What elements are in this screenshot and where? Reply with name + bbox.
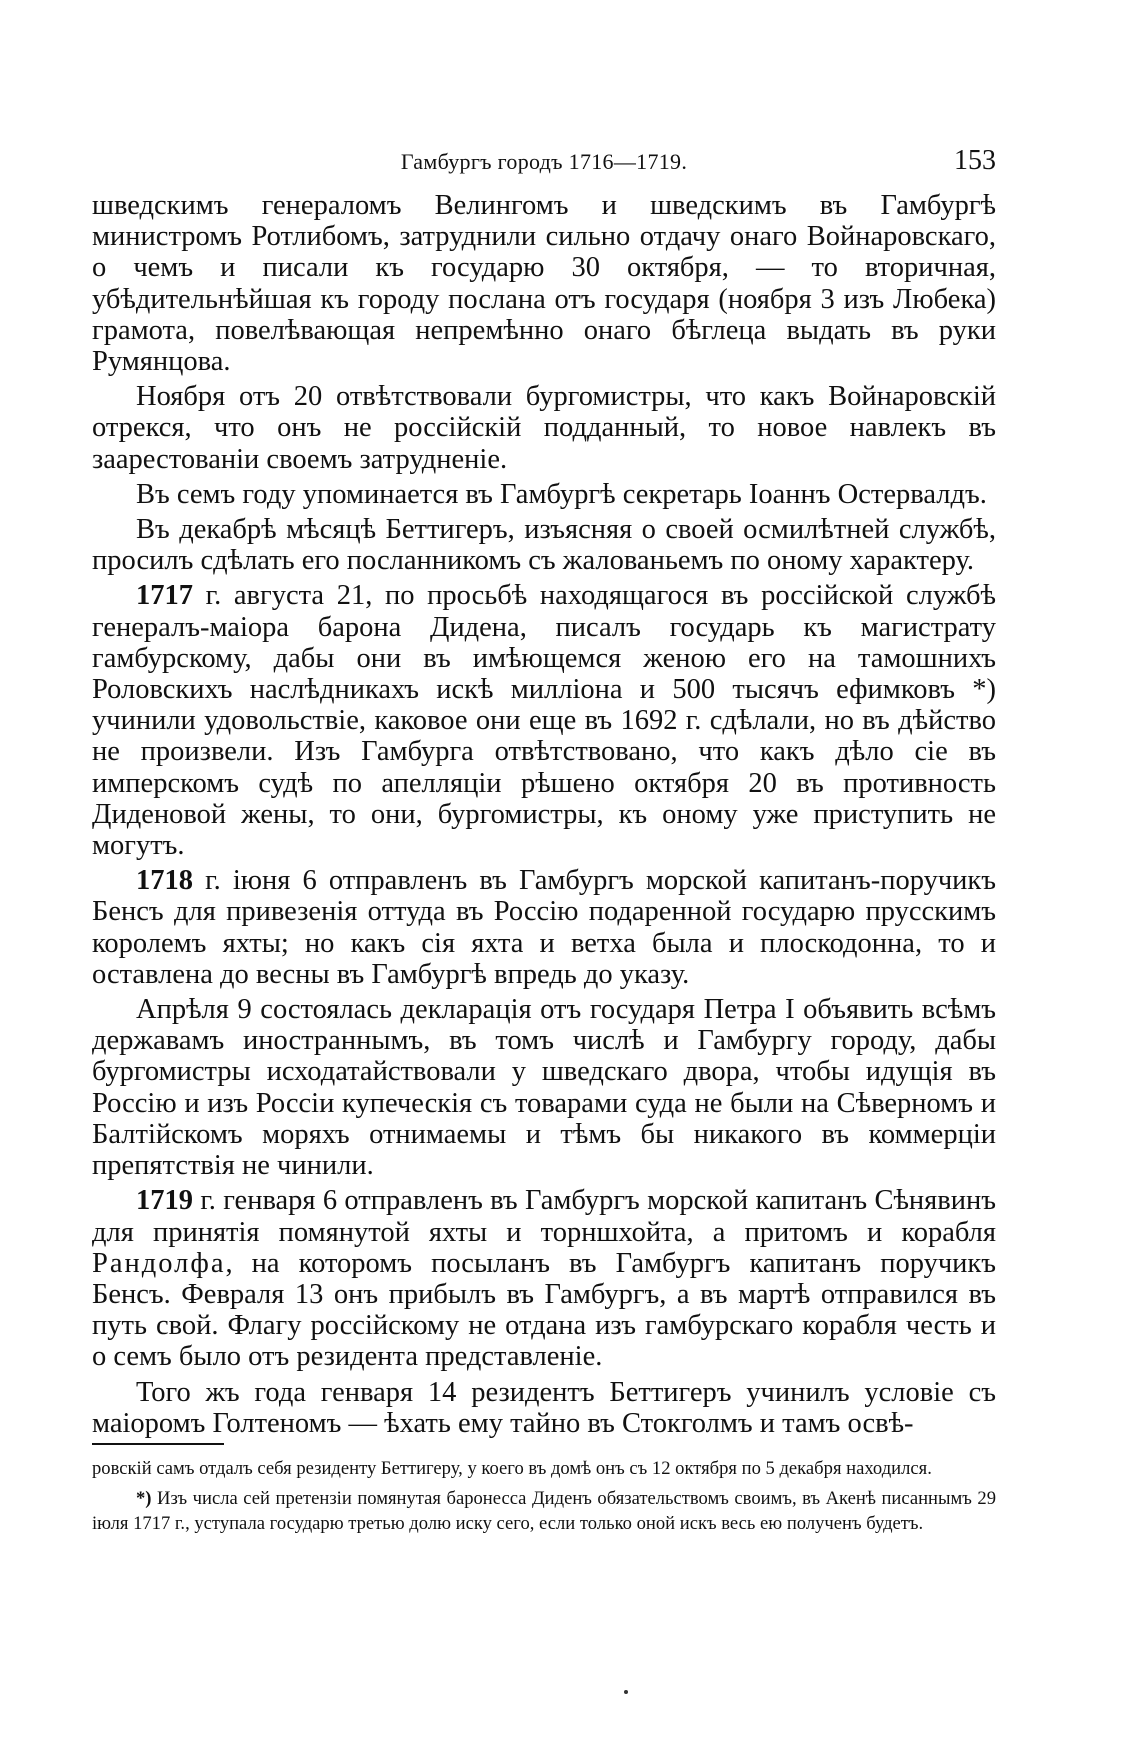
paragraph-text: , на которомъ посыланъ въ Гамбургъ капитанъ поручикъ Бенсъ. Февраля 13 онъ прибылъ въ Гамбургъ, а въ мартѣ отправился въ путь свой. Флагу россійскому не отдана изъ гамбурскаго корабля честь и о семъ было отъ резидента представленіе. — [92, 1247, 996, 1373]
paragraph-1717 — [92, 580, 996, 861]
paragraph: Въ декабрѣ мѣсяцѣ Беттигеръ, изъясняя о своей осмилѣтней службѣ, просилъ сдѣлать его посланникомъ съ жалованьемъ по оному характеру. — [92, 514, 996, 577]
paragraph-1719 — [92, 1185, 996, 1372]
footnotes — [92, 1456, 996, 1541]
paragraph-continuation: шведскимъ генераломъ Велингомъ и шведскимъ въ Гамбургѣ министромъ Ротлибомъ, затруднили сильно отдачу онаго Войнаровскаго, о чемъ и писали къ государю 30 октября, — то вторичная, убѣдительнѣйшая къ городу послана отъ государя (ноября 3 изъ Любека) грамота, повелѣвающая непремѣнно онаго бѣглеца выдать въ руки Румянцова. — [92, 190, 996, 378]
footnote-continuation: ровскій самъ отдалъ себя резиденту Беттигеру, у коего въ домѣ онъ съ 12 октября по 5 декабря находился. — [92, 1458, 932, 1479]
page-header — [92, 145, 996, 185]
year-1719: 1719 — [136, 1185, 193, 1217]
footnote-marker: *) — [136, 1487, 152, 1509]
paragraph-text: г. іюня 6 отправленъ въ Гамбургъ морской капитанъ-поручикъ Бенсъ для привезенія оттуда въ Россію подаренной государю прусскимъ королемъ яхты; но какъ сія яхта и ветха была и плоскодонна, то и оставлена до весны въ Гамбургѣ впредь до указу. — [92, 865, 996, 990]
paragraph-1718 — [92, 865, 996, 990]
ship-name: Рандолфа — [92, 1247, 226, 1279]
paragraph: Апрѣля 9 состоялась декларація отъ государя Петра I объявить всѣмъ державамъ иностраннымъ, въ томъ числѣ и Гамбургу городу, дабы бургомистры исходатайствовали у шведскаго двора, чтобы идущія въ Россію и изъ Россіи купеческія съ товарами суда не были на Сѣверномъ и Балтійскомъ моряхъ отнимаемы и тѣмъ бы никакого въ коммерціи препятствія не чинили. — [92, 994, 996, 1182]
paragraph: Того жъ года генваря 14 резидентъ Беттигеръ учинилъ условіе съ маіоромъ Голтеномъ — ѣхать ему тайно въ Стокголмъ и тамъ освѣ- — [92, 1376, 996, 1439]
page-number: 153 — [954, 145, 996, 176]
print-speck — [624, 1690, 628, 1694]
paragraph-text: г. августа 21, по просьбѣ находящагося въ россійской службѣ генералъ-маіора барона Дидена, писалъ государь къ магистрату гамбурскому, дабы они въ имѣющемся женою его на тамошнихъ Роловскихъ наслѣдникахъ искѣ милліона и 500 тысячъ ефимковъ *) учинили удовольствіе, каковое они еще въ 1692 г. сдѣлали, но въ дѣйство не произвели. Изъ Гамбурга отвѣтствовано, что какъ дѣло сіе въ имперскомъ судѣ по апелляціи рѣшено октября 20 въ противность Диденовой жены, то они, бургомистры, къ оному уже приступить не могутъ. — [92, 580, 996, 862]
paragraph-text: г. генваря 6 отправленъ въ Гамбургъ морской капитанъ Сѣнявинъ для принятія помянутой яхты и торншхойта, а притомъ и корабля — [92, 1185, 996, 1248]
year-1717: 1717 — [136, 580, 193, 612]
body-text — [92, 190, 996, 1443]
footnote-text: Изъ числа сей претензіи помянутая баронесса Диденъ обязательствомъ своимъ, въ Акенѣ писаннымъ 29 іюля 1717 г., уступала государю третью долю иску сего, если только оной искъ весь ею полученъ будетъ. — [92, 1487, 996, 1534]
year-1718: 1718 — [136, 865, 193, 897]
paragraph: Ноября отъ 20 отвѣтствовали бургомистры, что какъ Войнаровскій отрекся, что онъ не россійскій подданный, то новое навлекъ въ заарестованіи своемъ затрудненіе. — [92, 381, 996, 475]
paragraph: Въ семъ году упоминается въ Гамбургѣ секретарь Іоаннъ Остервалдъ. — [136, 478, 987, 510]
footnote — [92, 1486, 996, 1537]
footnote-divider — [92, 1443, 224, 1445]
running-title: Гамбургъ городъ 1716—1719. — [400, 149, 688, 174]
